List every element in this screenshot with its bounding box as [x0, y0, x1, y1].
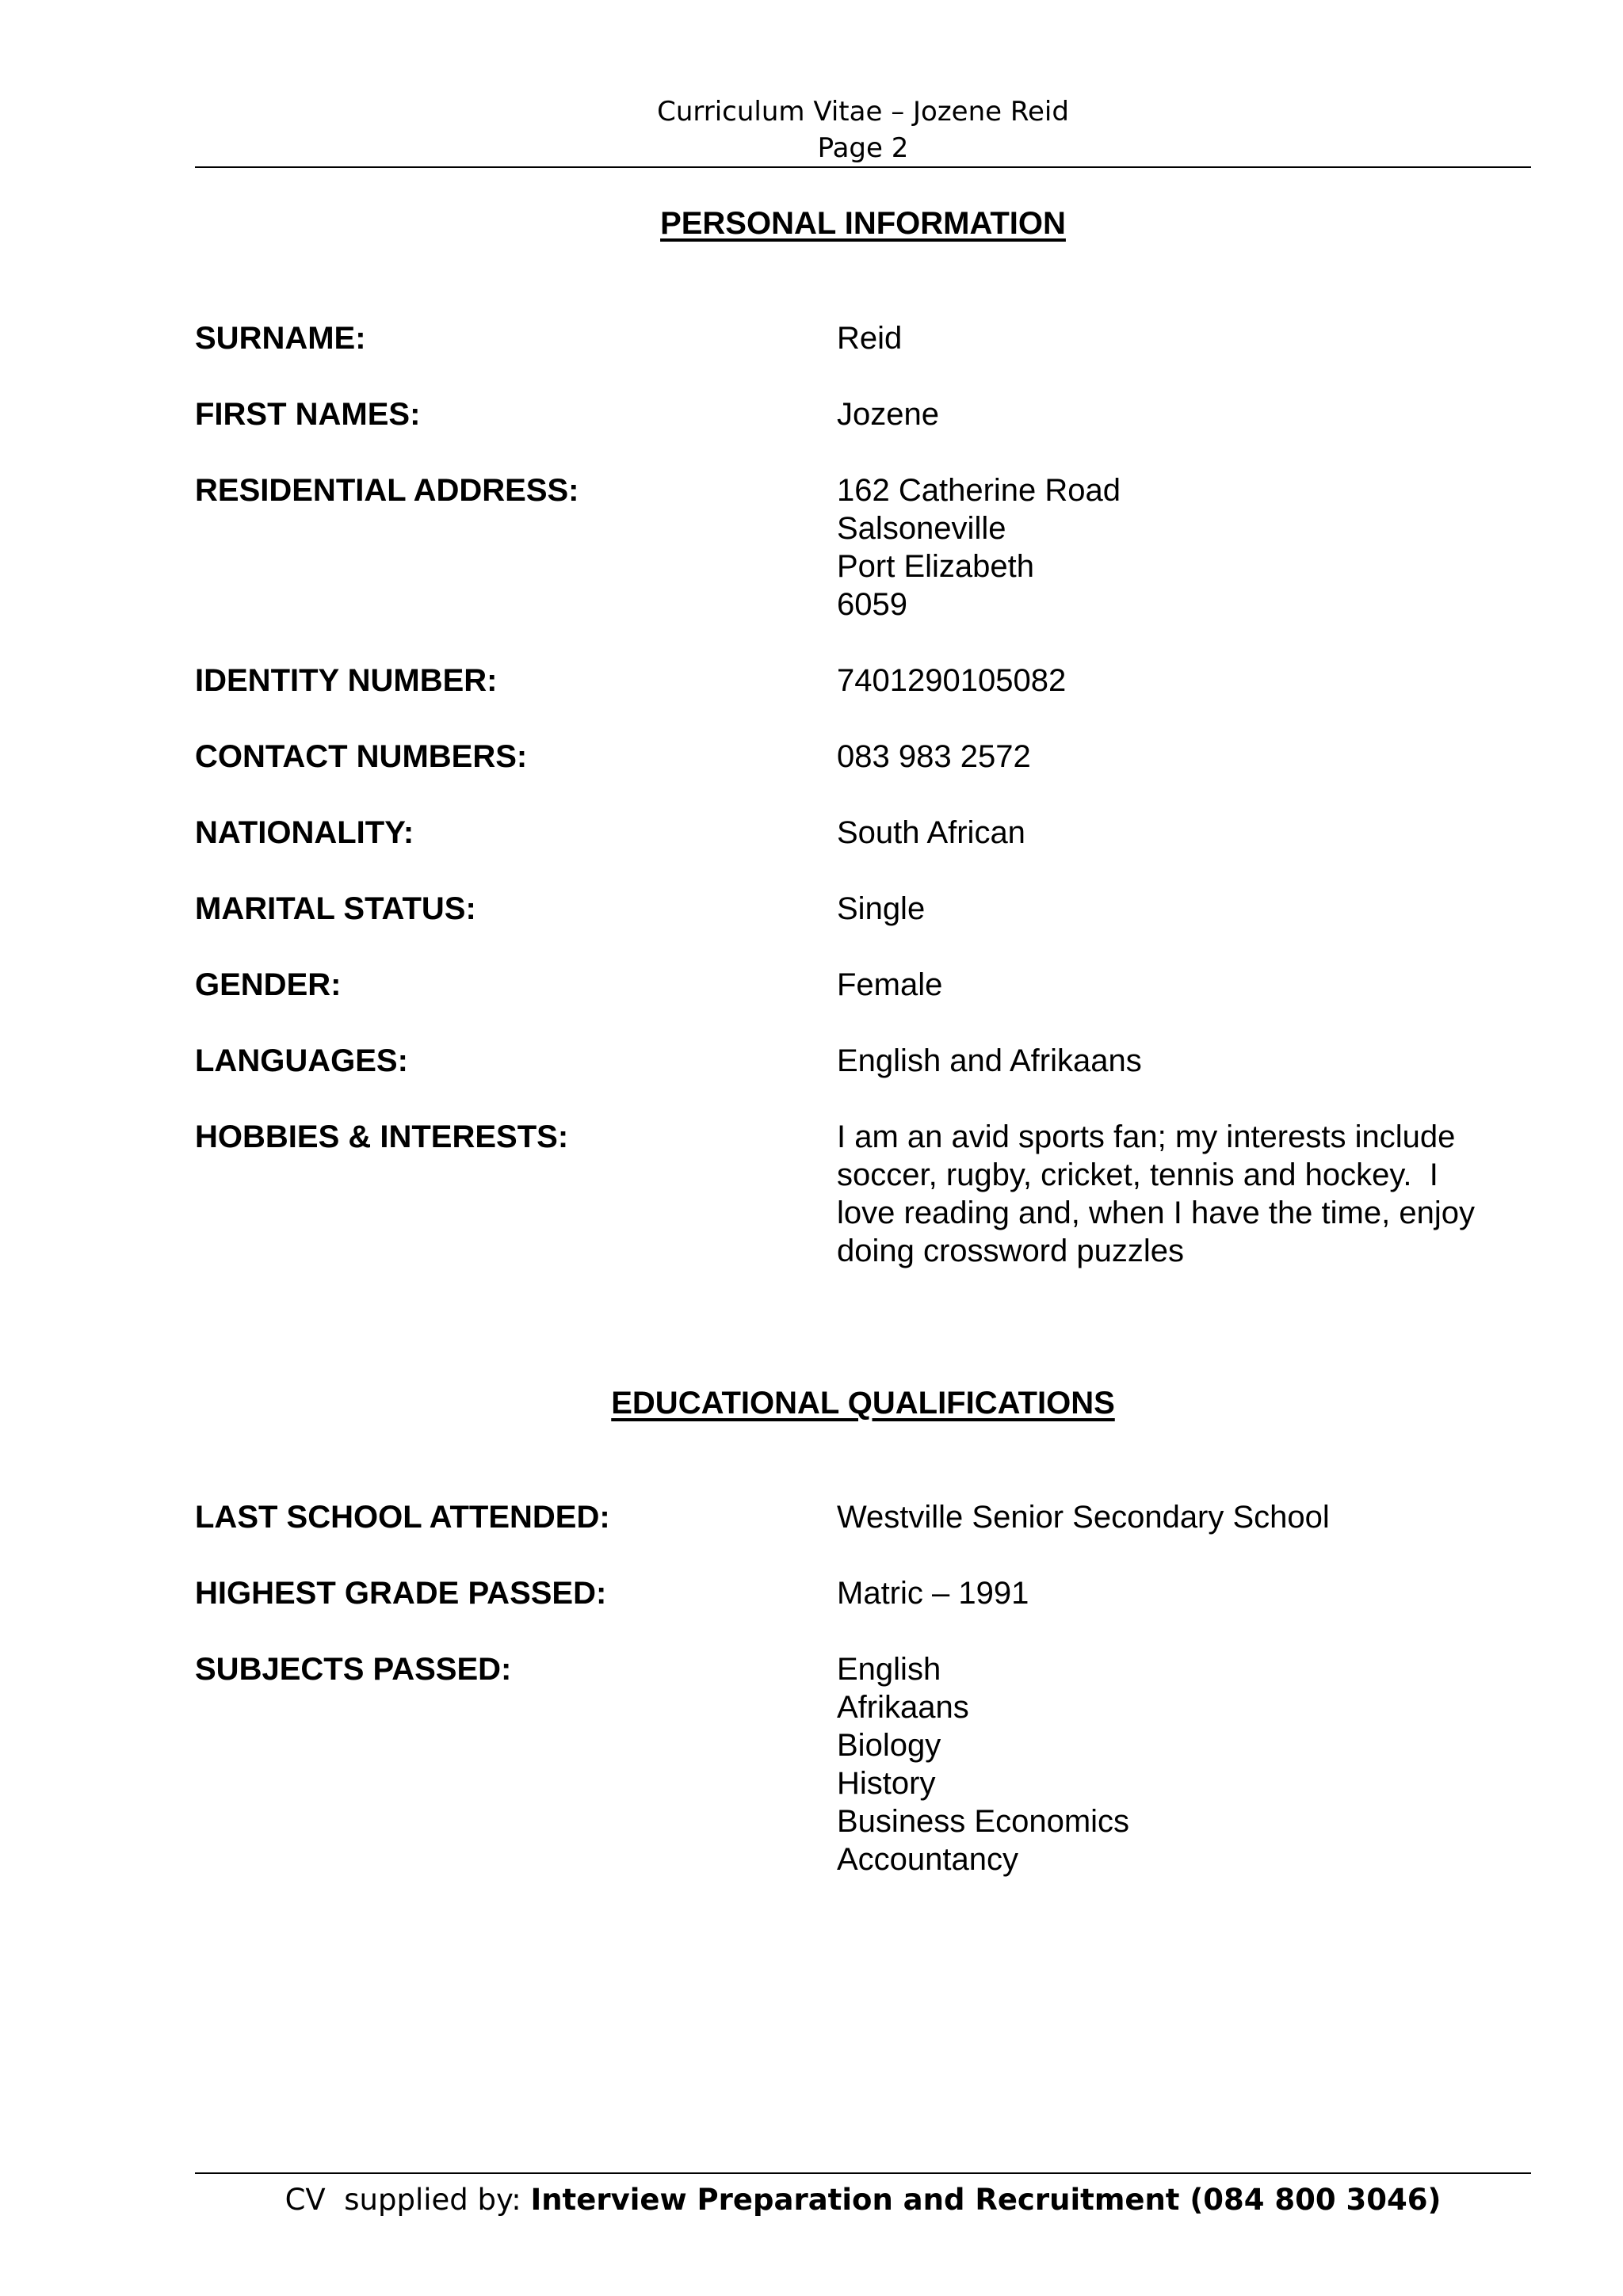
hobbies-value	[837, 1118, 1550, 1270]
subjects-passed-value	[837, 1650, 1550, 1878]
educational-qualifications-heading: EDUCATIONAL QUALIFICATIONS	[611, 1386, 1115, 1421]
address-line: Port Elizabeth	[837, 549, 1035, 584]
subject-item: Biology	[837, 1728, 941, 1763]
highest-grade-label: HIGHEST GRADE PASSED:	[195, 1576, 607, 1611]
nationality-label: NATIONALITY:	[195, 815, 414, 850]
page-header	[195, 93, 1531, 166]
subject-item: English	[837, 1652, 941, 1687]
gender-value: Female	[837, 967, 943, 1002]
header-title: Curriculum Vitae – Jozene Reid	[657, 96, 1069, 128]
page-footer	[195, 2180, 1531, 2220]
identity-number-value: 7401290105082	[837, 663, 1067, 698]
address-line: 6059	[837, 587, 907, 622]
identity-number-label: IDENTITY NUMBER:	[195, 663, 498, 698]
languages-value: English and Afrikaans	[837, 1043, 1142, 1078]
subject-item: History	[837, 1766, 936, 1801]
residential-address-label: RESIDENTIAL ADDRESS:	[195, 473, 579, 508]
address-line: 162 Catherine Road	[837, 473, 1121, 508]
languages-label: LANGUAGES:	[195, 1043, 408, 1078]
hobbies-label: HOBBIES & INTERESTS:	[195, 1119, 569, 1154]
marital-status-value: Single	[837, 891, 926, 926]
hobbies-line: soccer, rugby, cricket, tennis and hockey. I	[837, 1158, 1438, 1192]
subject-item: Accountancy	[837, 1842, 1019, 1877]
hobbies-line: love reading and, when I have the time, enjoy	[837, 1196, 1475, 1230]
last-school-value: Westville Senior Secondary School	[837, 1500, 1330, 1535]
nationality-value: South African	[837, 815, 1025, 850]
subjects-passed-label: SUBJECTS PASSED:	[195, 1652, 512, 1687]
first-names-label: FIRST NAMES:	[195, 397, 421, 432]
first-names-value: Jozene	[837, 397, 939, 432]
marital-status-label: MARITAL STATUS:	[195, 891, 476, 926]
footer-divider	[195, 2172, 1531, 2174]
personal-information-heading: PERSONAL INFORMATION	[660, 206, 1066, 241]
footer-prefix: CV supplied by:	[285, 2183, 531, 2217]
hobbies-line: I am an avid sports fan; my interests include	[837, 1119, 1456, 1154]
subject-item: Business Economics	[837, 1804, 1130, 1839]
contact-numbers-value: 083 983 2572	[837, 739, 1031, 774]
subject-item: Afrikaans	[837, 1690, 969, 1725]
header-page-number: Page 2	[817, 132, 909, 164]
hobbies-line: doing crossword puzzles	[837, 1234, 1184, 1268]
residential-address-value	[837, 471, 1550, 624]
gender-label: GENDER:	[195, 967, 342, 1002]
highest-grade-value: Matric – 1991	[837, 1576, 1029, 1611]
header-divider	[195, 166, 1531, 168]
surname-label: SURNAME:	[195, 321, 366, 356]
surname-value: Reid	[837, 321, 903, 356]
address-line: Salsoneville	[837, 511, 1006, 546]
last-school-label: LAST SCHOOL ATTENDED:	[195, 1500, 610, 1535]
contact-numbers-label: CONTACT NUMBERS:	[195, 739, 528, 774]
footer-company: Interview Preparation and Recruitment (084 800 3046)	[530, 2183, 1442, 2217]
